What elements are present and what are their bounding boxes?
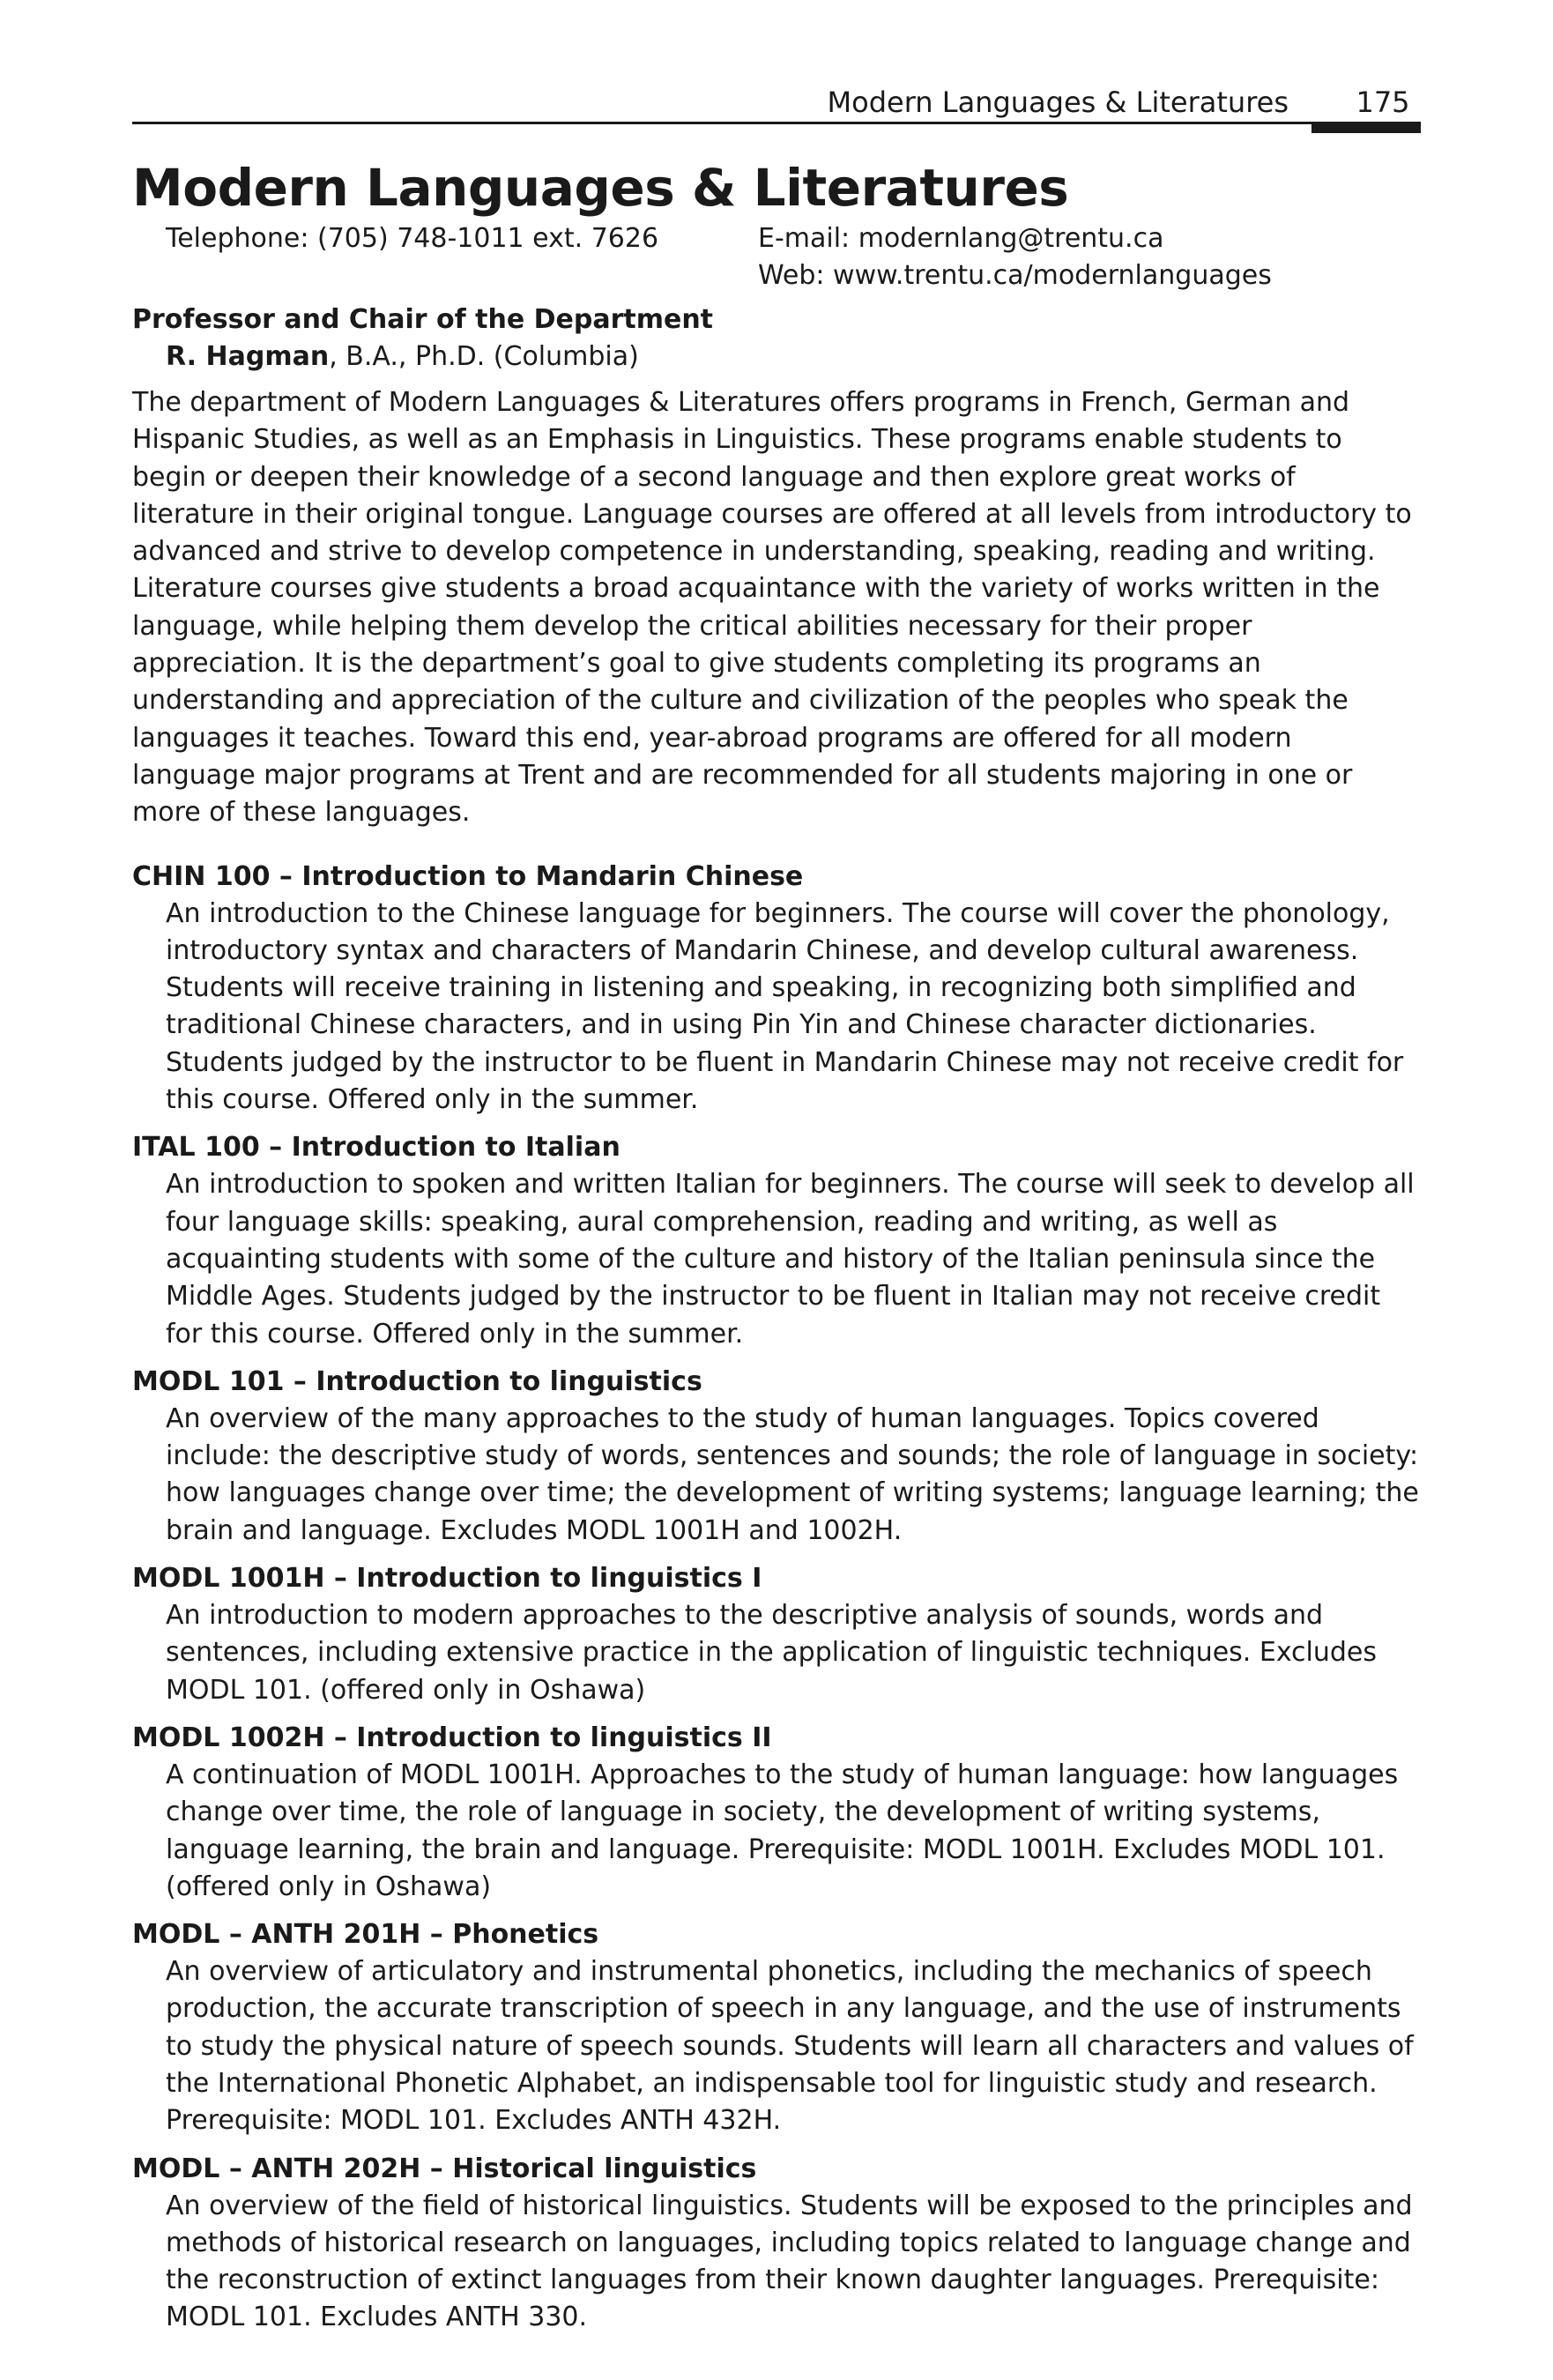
course-description: An overview of the many approaches to the study of human languages. Topics covered include: the descriptive study of words, sentences and sounds; the role of language in society: how languages change over time; the development of writing systems; language learning; the brain and language. Excludes MODL 1001H and 1002H. [166, 1402, 1419, 1546]
telephone: Telephone: (705) 748-1011 ext. 7626 [166, 223, 659, 254]
web-address: Web: www.trentu.ca/modernlanguages [758, 260, 1272, 291]
chair-name: R. Hagman [166, 341, 330, 372]
contact-right [758, 220, 1421, 294]
course-title: MODL 101 – Introduction to linguistics [132, 1365, 702, 1397]
chair-heading: Professor and Chair of the Department [132, 304, 714, 335]
course-description: An introduction to spoken and written Italian for beginners. The course will seek to develop all four language skills: speaking, aural comprehension, reading and writing, as well as acquainting students with some of the culture and history of the Italian peninsula since the Middle Ages. Students judged by the instructor to be fluent in Italian may not receive credit for this course. Offered only in the summer. [166, 1169, 1415, 1350]
main-content [132, 152, 1421, 2337]
course-title: MODL 1001H – Introduction to linguistics I [132, 1563, 762, 1595]
chair-credentials: , B.A., Ph.D. (Columbia) [329, 341, 639, 372]
page [132, 0, 1421, 2380]
course-title: MODL – ANTH 202H – Historical linguistics [132, 2153, 757, 2184]
course-description: An introduction to modern approaches to the descriptive analysis of sounds, words and sentences, including extensive practice in the application of linguistic techniques. Excludes MODL 101. (offered only in Oshawa) [166, 1600, 1378, 1706]
contact-block [132, 220, 1421, 294]
course-description: An overview of articulatory and instrumental phonetics, including the mechanics of speech production, the accurate transcription of speech in any language, and the use of instruments to study the physical nature of speech sounds. Students will learn all characters and values of the International Phonetic Alphabet, an indispensable tool for linguistic study and research. Prerequisite: MODL 101. Excludes ANTH 432H. [166, 1956, 1414, 2137]
running-head [132, 83, 1421, 122]
course-description: A continuation of MODL 1001H. Approaches to the study of human language: how languages change over time, the role of language in society, the development of writing systems, language learning, the brain and language. Prerequisite: MODL 1001H. Excludes MODL 101. (offered only in Oshawa) [166, 1759, 1399, 1902]
intro-paragraph: The department of Modern Languages & Literatures offers programs in French, German and Hispanic Studies, as well as an Emphasis in Linguistics. These programs enable students to begin or deepen their knowledge of a second language and then explore great works of literature in their original tongue. Language courses are offered at all levels from introductory to advanced and strive to develop competence in understanding, speaking, reading and writing. Literature courses give students a broad acquaintance with the variety of works written in the language, while helping them develop the critical abilities necessary for their proper appreciation. It is the department’s goal to give students completing its programs an understanding and appreciation of the culture and civilization of the peoples who speak the languages it teaches. Toward this end, year-abroad programs are offered for all modern language major programs at Trent and are recommended for all students majoring in one or more of these languages. [132, 387, 1412, 829]
course-entry [132, 859, 1421, 1119]
course-title: MODL 1002H – Introduction to linguistics II [132, 1722, 772, 1753]
course-entry [132, 1364, 1421, 1550]
course-entry [132, 1916, 1421, 2139]
course-title: CHIN 100 – Introduction to Mandarin Chinese [132, 860, 804, 892]
course-title: ITAL 100 – Introduction to Italian [132, 1132, 620, 1164]
chair-entry [132, 338, 1421, 376]
course-title: MODL – ANTH 201H – Phonetics [132, 1919, 599, 1951]
course-list [132, 859, 1421, 2337]
header-rule [132, 122, 1421, 124]
header-tab-bar [1312, 122, 1421, 133]
contact-left [132, 220, 758, 294]
course-description: An overview of the field of historical linguistics. Students will be exposed to the principles and methods of historical research on languages, including topics related to language change and the reconstruction of extinct languages from their known daughter languages. Prerequisite: MODL 101. Excludes ANTH 330. [166, 2190, 1413, 2333]
course-entry [132, 1129, 1421, 1352]
course-entry [132, 1720, 1421, 1906]
page-title: Modern Languages & Literatures [132, 158, 1069, 218]
course-description: An introduction to the Chinese language for beginners. The course will cover the phonology, introductory syntax and characters of Mandarin Chinese, and develop cultural awareness. Students will receive training in listening and speaking, in recognizing both simplified and traditional Chinese characters, and in using Pin Yin and Chinese character dictionaries. Students judged by the instructor to be fluent in Mandarin Chinese may not receive credit for this course. Offered only in the summer. [166, 897, 1404, 1116]
page-number: 175 [1356, 86, 1410, 119]
running-head-title: Modern Languages & Literatures [827, 86, 1289, 119]
course-entry [132, 2151, 1421, 2337]
email: E-mail: modernlang@trentu.ca [758, 223, 1164, 254]
course-entry [132, 1560, 1421, 1709]
